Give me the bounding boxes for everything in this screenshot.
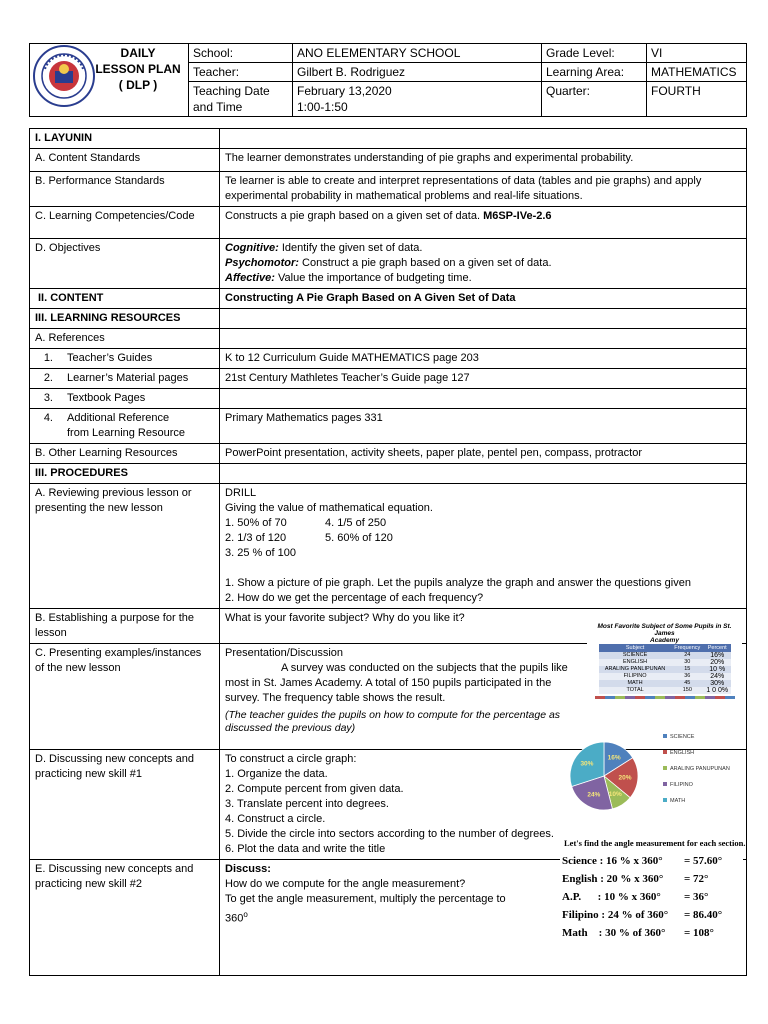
date-value-text: February 13,2020	[297, 84, 392, 98]
freq-header-percent: Percent	[707, 645, 727, 651]
date-value	[293, 82, 542, 117]
legend-label: MATH	[670, 798, 686, 804]
header-table	[29, 43, 747, 117]
dlp-line3: ( DLP )	[118, 78, 158, 92]
proc-d-label-2: practicing new skill #1	[35, 768, 142, 780]
proc-d-label	[30, 750, 220, 860]
content-heading: II. CONTENT	[30, 289, 220, 309]
area-label: Learning Area:	[542, 63, 647, 82]
school-label: School:	[189, 44, 293, 63]
proc-d-step6: 6. Plot the data and write the title	[225, 843, 386, 855]
date-label-2: and Time	[193, 100, 243, 114]
angle-row	[562, 906, 743, 924]
date-label	[189, 82, 293, 117]
freq-cell-frequency: 15	[684, 666, 691, 672]
proc-e-answer-2: 360	[225, 912, 244, 925]
angle-measurement-image	[560, 836, 746, 951]
angle-row-result: = 72°	[684, 873, 709, 885]
ref4-label	[30, 409, 220, 444]
drill-q5: 5. 60% of 120	[325, 532, 393, 544]
ref1-value: K to 12 Curriculum Guide MATHEMATICS page 203	[220, 349, 747, 369]
proc-c-label	[30, 644, 220, 750]
competencies-code: M6SP-IVe-2.6	[483, 210, 552, 222]
ref2-text: Learner’s Material pages	[67, 372, 189, 384]
freq-header-subject: Subject	[625, 645, 645, 651]
dlp-title-cell	[30, 44, 189, 117]
proc-c-label-1: C. Presenting examples/instances	[35, 647, 202, 659]
layunin-empty	[220, 129, 747, 149]
proc-e-question: How do we compute for the angle measurement?	[225, 878, 466, 890]
pie-label: 30%	[580, 760, 594, 768]
ref2-value: 21st Century Mathletes Teacher’s Guide page 127	[220, 369, 747, 389]
drill-intro: Giving the value of mathematical equation.	[225, 502, 433, 514]
freq-cell-frequency: 30	[684, 659, 691, 665]
ref4-value: Primary Mathematics pages 331	[220, 409, 747, 444]
angle-row-expression: Math : 30 % of 360°	[562, 927, 666, 939]
proc-d-step3: 3. Translate percent into degrees.	[225, 798, 389, 810]
quarter-label: Quarter:	[542, 82, 647, 117]
obj-affective-label: Affective:	[225, 272, 275, 284]
perf-std-value	[220, 172, 747, 207]
frequency-table	[599, 644, 731, 694]
proc-a-label	[30, 484, 220, 609]
angle-row	[562, 924, 743, 942]
legend-swatch	[663, 798, 667, 802]
proc-d-step2: 2. Compute percent from given data.	[225, 783, 404, 795]
angle-rows	[560, 852, 743, 942]
learning-resources-heading: III. LEARNING RESOURCES	[30, 309, 220, 329]
angle-row-result: = 57.60°	[684, 855, 723, 867]
obj-cognitive-label: Cognitive:	[225, 242, 279, 254]
other-resources-label: B. Other Learning Resources	[30, 444, 220, 464]
angle-row	[562, 870, 743, 888]
proc-c-heading: Presentation/Discussion	[225, 647, 344, 659]
freq-cell-frequency: 150	[682, 687, 692, 693]
freq-cell-subject: FILIPINO	[623, 673, 647, 679]
teacher-label: Teacher:	[189, 63, 293, 82]
drill-q3: 3. 25 % of 100	[225, 547, 296, 559]
obj-affective-text: Value the importance of budgeting time.	[274, 272, 472, 284]
pie-chart-svg	[568, 730, 740, 822]
proc-a-label-1: A. Reviewing previous lesson or	[35, 487, 192, 499]
lr-empty	[220, 309, 747, 329]
drill-q2: 2. 1/3 of 120	[225, 532, 287, 544]
angle-row-expression: English : 20 % x 360°	[562, 873, 664, 885]
grade-value: VI	[647, 44, 747, 63]
freq-cell-percent: 1 0 0%	[706, 687, 729, 694]
freq-cell-subject: SCIENCE	[622, 652, 648, 658]
ref4-text-1: Additional Reference	[67, 412, 170, 424]
freq-cell-percent: 20%	[710, 659, 725, 666]
proc-d-label-1: D. Discussing new concepts and	[35, 753, 194, 765]
angle-row-expression: Filipino : 24 % of 360°	[562, 909, 669, 921]
freq-cell-subject: MATH	[627, 680, 643, 686]
content-std-value: The learner demonstrates understanding of pie graphs and experimental probability.	[220, 149, 747, 172]
obj-psychomotor-label: Psychomotor:	[225, 257, 299, 269]
frequency-table-image	[587, 623, 742, 723]
freq-cell-percent: 10 %	[709, 666, 726, 673]
references-empty	[220, 329, 747, 349]
proc-e-answer-1: To get the angle measurement, multiply the percentage to	[225, 893, 506, 905]
other-resources-value: PowerPoint presentation, activity sheets, paper plate, pentel pen, compass, protractor	[220, 444, 747, 464]
angle-row-result: = 108°	[684, 927, 714, 939]
freq-row	[599, 687, 731, 694]
proc-e-degree: o	[243, 910, 248, 919]
proc-c-note: (The teacher guides the pupils on how to compute for the percentage as discussed the previous day)	[225, 709, 561, 734]
proc-d-step5: 5. Divide the circle into sectors according to the number of degrees.	[225, 828, 554, 840]
freq-footer-stripes	[595, 696, 735, 699]
pie-label: 10%	[608, 790, 622, 798]
angle-row	[562, 888, 743, 906]
proc-d-step1: 1. Organize the data.	[225, 768, 328, 780]
ref4-num: 4.	[43, 412, 53, 424]
proc-a-step2: 2. How do we get the percentage of each frequency?	[225, 592, 484, 604]
freq-row	[599, 659, 731, 666]
freq-row	[599, 680, 731, 687]
obj-cognitive-text: Identify the given set of data.	[278, 242, 423, 254]
pie-label: 24%	[587, 791, 601, 799]
legend-swatch	[663, 782, 667, 786]
ref3-value	[220, 389, 747, 409]
freq-cell-frequency: 36	[684, 673, 691, 679]
references-label: A. References	[30, 329, 220, 349]
grade-label: Grade Level:	[542, 44, 647, 63]
procedures-empty	[220, 464, 747, 484]
proc-e-heading: Discuss:	[225, 863, 271, 875]
freq-row	[599, 652, 731, 659]
ref3-label	[30, 389, 220, 409]
obj-psychomotor-text: Construct a pie graph based on a given set of data.	[298, 257, 552, 269]
ref1-label	[30, 349, 220, 369]
proc-b-label	[30, 609, 220, 644]
proc-e-label-2: practicing new skill #2	[35, 878, 142, 890]
objectives-label: D. Objectives	[30, 239, 220, 289]
ref2-label	[30, 369, 220, 389]
ref3-text: Textbook Pages	[67, 392, 146, 404]
ref3-num: 3.	[43, 392, 53, 404]
proc-e-label-1: E. Discussing new concepts and	[35, 863, 194, 875]
dlp-line1: DAILY	[120, 46, 156, 60]
perf-std-line1: Te learner is able to create and interpret representations of data (tables and pie graphs) and apply	[225, 175, 702, 187]
objectives-value	[220, 239, 747, 289]
dlp-line2: LESSON PLAN	[95, 62, 181, 76]
freq-title-1: Most Favorite Subject of Some Pupils in St. James	[597, 623, 732, 637]
legend-swatch	[663, 766, 667, 770]
competencies-label: C. Learning Competencies/Code	[30, 207, 220, 239]
proc-d-step4: 4. Construct a circle.	[225, 813, 326, 825]
angle-title: Let's find the angle measurement for each section.	[564, 838, 746, 848]
angle-row	[562, 852, 743, 870]
drill-q1: 1. 50% of 70	[225, 517, 287, 529]
procedures-heading: III. PROCEDURES	[30, 464, 220, 484]
legend-label: ARALING PANUPUNAN	[670, 766, 730, 772]
content-value: Constructing A Pie Graph Based on A Given Set of Data	[220, 289, 747, 309]
angle-row-expression: Science : 16 % x 360°	[562, 855, 663, 867]
competencies-text: Constructs a pie graph based on a given set of data.	[225, 210, 480, 222]
freq-title-2: Academy	[650, 637, 679, 644]
angle-row-result: = 36°	[684, 891, 709, 903]
legend-label: SCIENCE	[670, 734, 695, 740]
pie-chart	[568, 730, 740, 822]
ref1-num: 1.	[43, 352, 53, 364]
ref2-num: 2.	[43, 372, 53, 384]
layunin-heading: I. LAYUNIN	[30, 129, 220, 149]
angle-row-expression: A.P. : 10 % x 360°	[562, 891, 661, 903]
freq-header-frequency: Frequency	[674, 645, 701, 651]
freq-row	[599, 666, 731, 673]
ref1-text: Teacher’s Guides	[67, 352, 153, 364]
proc-e-label	[30, 860, 220, 976]
proc-a-label-2: presenting the new lesson	[35, 502, 163, 514]
legend-label: FILIPINO	[670, 782, 693, 788]
proc-a-step1: 1. Show a picture of pie graph. Let the pupils analyze the graph and answer the questions given	[225, 577, 691, 589]
legend-swatch	[663, 734, 667, 738]
freq-cell-percent: 16%	[710, 652, 725, 659]
content-std-label: A. Content Standards	[30, 149, 220, 172]
drill-q4: 4. 1/5 of 250	[325, 517, 387, 529]
pie-label: 20%	[618, 774, 632, 782]
time-value-text: 1:00-1:50	[297, 100, 348, 114]
freq-cell-subject: ARALING PANLIPUNAN	[604, 666, 666, 672]
freq-cell-frequency: 24	[684, 652, 691, 658]
freq-cell-subject: TOTAL	[626, 687, 644, 693]
drill-heading: DRILL	[225, 487, 257, 499]
angle-row-result: = 86.40°	[684, 909, 723, 921]
area-value: MATHEMATICS	[647, 63, 747, 82]
quarter-value: FOURTH	[647, 82, 747, 117]
legend-label: ENGLISH	[670, 750, 695, 756]
freq-cell-frequency: 45	[684, 680, 691, 686]
freq-cell-percent: 30%	[710, 680, 725, 687]
legend-swatch	[663, 750, 667, 754]
proc-b-label-2: lesson	[35, 627, 67, 639]
freq-cell-subject: ENGLISH	[622, 659, 648, 665]
teacher-value: Gilbert B. Rodriguez	[293, 63, 542, 82]
proc-c-paragraph: A survey was conducted on the subjects that the pupils like most in St. James Academy. A total of 150 pupils participated in the survey. The frequency table shows the result.	[225, 662, 568, 704]
ref4-text-2: from Learning Resource	[67, 427, 186, 439]
proc-b-label-1: B. Establishing a purpose for the	[35, 612, 194, 624]
proc-a-value	[220, 484, 747, 609]
perf-std-line2: experimental probability in mathematical problems and real-life situations.	[225, 190, 583, 202]
proc-d-heading: To construct a circle graph:	[225, 753, 357, 765]
date-label-1: Teaching Date	[193, 84, 270, 98]
freq-cell-percent: 24%	[710, 673, 725, 680]
school-value: ANO ELEMENTARY SCHOOL	[293, 44, 542, 63]
freq-row	[599, 673, 731, 680]
perf-std-label: B. Performance Standards	[30, 172, 220, 207]
competencies-value	[220, 207, 747, 239]
proc-b-value: What is your favorite subject? Why do you like it?	[220, 609, 747, 644]
proc-c-label-2: of the new lesson	[35, 662, 121, 674]
pie-label: 16%	[607, 754, 621, 762]
